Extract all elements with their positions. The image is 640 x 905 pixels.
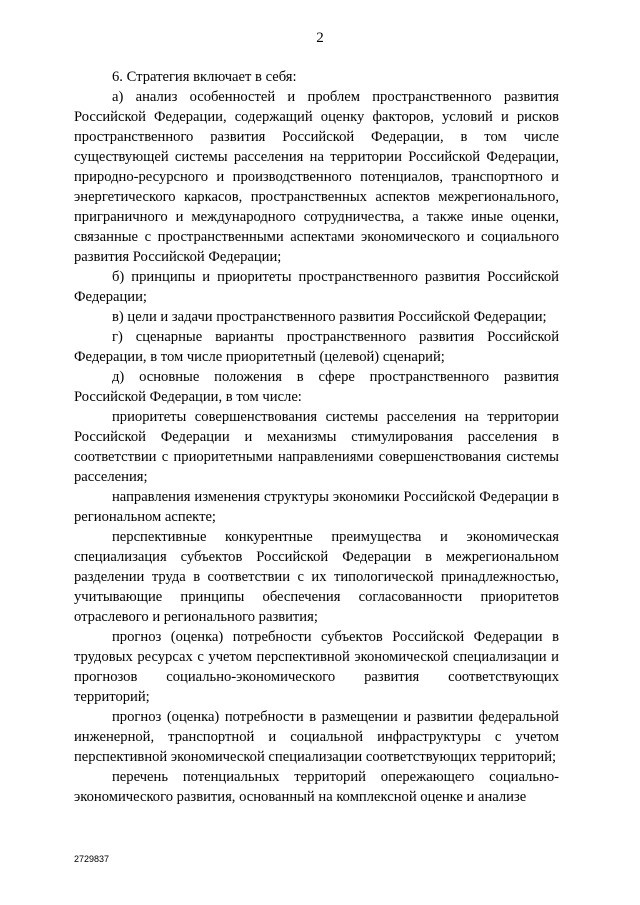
document-body bbox=[74, 67, 559, 807]
paragraph-item-d: д) основные положения в сфере пространственного развития Российской Федерации, в том числе: bbox=[74, 369, 559, 405]
paragraph-sub-competitive-advantages: перспективные конкурентные преимущества и экономическая специализация субъектов Российской Федерации в межрегиональном разделении труда в соответствии с их типологической принадлежностью, учитывающие принципы обеспечения согласованности приоритетов отраслевого и регионального развития; bbox=[74, 529, 559, 625]
paragraph-item-g: г) сценарные варианты пространственного развития Российской Федерации, в том числе приоритетный (целевой) сценарий; bbox=[74, 329, 559, 365]
paragraph-sub-infrastructure-forecast: прогноз (оценка) потребности в размещении и развитии федеральной инженерной, транспортной и социальной инфраструктуры с учетом перспективной экономической специализации соответствующих территорий; bbox=[74, 709, 559, 765]
paragraph-item-b: б) принципы и приоритеты пространственного развития Российской Федерации; bbox=[74, 269, 559, 305]
paragraph-sub-labor-forecast: прогноз (оценка) потребности субъектов Российской Федерации в трудовых ресурсах с учетом перспективной экономической специализации и прогнозов социально-экономического развития соответствующих территорий; bbox=[74, 629, 559, 705]
paragraph-sub-settlement: приоритеты совершенствования системы расселения на территории Российской Федерации и механизмы стимулирования расселения в соответствии с приоритетными направлениями совершенствования системы расселения; bbox=[74, 409, 559, 485]
paragraph-sub-territories-list: перечень потенциальных территорий опережающего социально-экономического развития, основанный на комплексной оценке и анализе bbox=[74, 769, 559, 805]
paragraph-intro: 6. Стратегия включает в себя: bbox=[112, 69, 297, 85]
document-code: 2729837 bbox=[74, 854, 110, 864]
page-number: 2 bbox=[316, 30, 324, 46]
paragraph-item-v: в) цели и задачи пространственного развития Российской Федерации; bbox=[112, 309, 547, 325]
paragraph-sub-economy-structure: направления изменения структуры экономики Российской Федерации в региональном аспекте; bbox=[74, 489, 559, 525]
paragraph-item-a: а) анализ особенностей и проблем пространственного развития Российской Федерации, содержащий оценку факторов, условий и рисков пространственного развития Российской Федерации, в том числе существующей системы расселения на территории Российской Федерации, природно-ресурсного и производственного потенциалов, транспортного и энергетического каркасов, пространственных аспектов межрегионального, приграничного и международного сотрудничества, а также иные оценки, связанные с пространственными аспектами экономического и социального развития Российской Федерации; bbox=[74, 89, 559, 265]
